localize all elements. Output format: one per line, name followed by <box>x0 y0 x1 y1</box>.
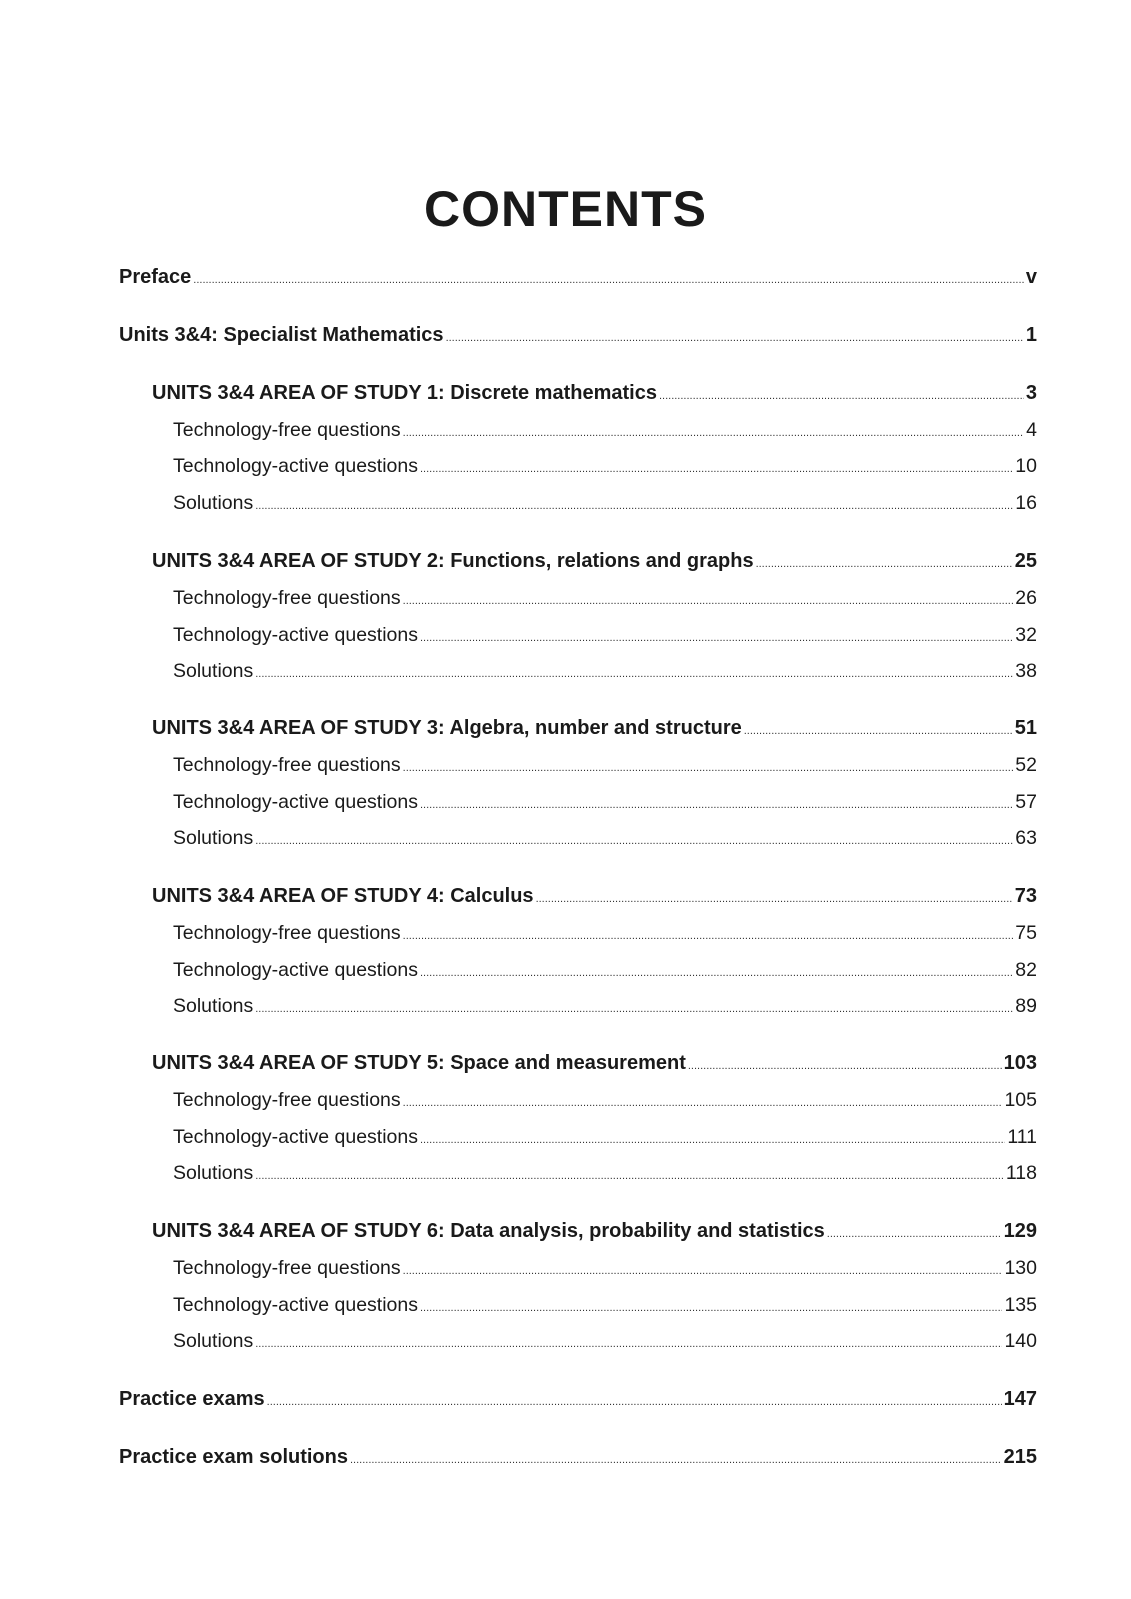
toc-entry-page: 26 <box>1015 587 1037 609</box>
dot-leader <box>420 955 1013 988</box>
toc-entry-sub <box>173 955 1037 985</box>
toc-entry-practice-exams <box>119 1384 1037 1414</box>
toc-entry-label: UNITS 3&4 AREA OF STUDY 1: Discrete mathematics <box>152 382 657 404</box>
toc-entry-page: 215 <box>1003 1446 1037 1468</box>
dot-leader <box>403 415 1025 448</box>
toc-entry-page: 32 <box>1015 624 1037 646</box>
dot-leader <box>193 262 1024 295</box>
toc-entry-sub <box>173 1326 1037 1356</box>
toc-entry-label: Practice exam solutions <box>119 1446 348 1468</box>
toc-entry-page: 16 <box>1015 492 1037 514</box>
dot-leader <box>827 1216 1002 1249</box>
dot-leader <box>255 1326 1002 1359</box>
toc-entry-label: UNITS 3&4 AREA OF STUDY 4: Calculus <box>152 885 534 907</box>
toc-entry-label: Technology-free questions <box>173 1257 401 1279</box>
dot-leader <box>420 787 1013 820</box>
toc-entry-sub <box>173 1290 1037 1320</box>
dot-leader <box>420 1290 1002 1323</box>
toc-entry-page: 4 <box>1026 419 1037 441</box>
dot-leader <box>403 1085 1003 1118</box>
toc-entry-label: UNITS 3&4 AREA OF STUDY 6: Data analysis, probability and statistics <box>152 1220 825 1242</box>
toc-entry-label: Technology-active questions <box>173 791 418 813</box>
toc-entry-label: Units 3&4: Specialist Mathematics <box>119 324 444 346</box>
dot-leader <box>536 881 1013 914</box>
toc-entry-practice-exam-solutions <box>119 1442 1037 1472</box>
toc-entry-sub <box>173 656 1037 686</box>
toc-entry-label: Preface <box>119 266 192 288</box>
toc-entry-label: Solutions <box>173 492 254 514</box>
toc-entry-label: Practice exams <box>119 1388 265 1410</box>
toc-entry-sub <box>173 787 1037 817</box>
toc-entry-sub <box>173 415 1037 445</box>
dot-leader <box>756 546 1013 579</box>
dot-leader <box>403 1253 1003 1286</box>
toc-entry-sub <box>173 1158 1037 1188</box>
toc-entry-page: v <box>1025 266 1037 288</box>
toc-entry-page: 118 <box>1005 1162 1037 1184</box>
toc-entry-aos3 <box>152 713 1037 743</box>
toc-entry-label: Solutions <box>173 995 254 1017</box>
dot-leader <box>420 1122 1005 1155</box>
toc-entry-page: 52 <box>1015 754 1037 776</box>
dot-leader <box>255 656 1013 689</box>
toc-entry-sub <box>173 488 1037 518</box>
page-title: CONTENTS <box>424 181 707 237</box>
toc-entry-label: Solutions <box>173 827 254 849</box>
toc-entry-sub <box>173 1122 1037 1152</box>
toc-entry-page: 130 <box>1004 1257 1037 1279</box>
toc-entry-label: UNITS 3&4 AREA OF STUDY 2: Functions, relations and graphs <box>152 550 754 572</box>
toc-entry-label: Technology-free questions <box>173 419 401 441</box>
dot-leader <box>403 583 1014 616</box>
dot-leader <box>255 823 1013 856</box>
toc-entry-label: Technology-free questions <box>173 922 401 944</box>
toc-entry-label: Technology-active questions <box>173 959 418 981</box>
dot-leader <box>255 1158 1004 1191</box>
toc-entry-page: 63 <box>1015 827 1037 849</box>
toc-entry-page: 105 <box>1004 1089 1037 1111</box>
toc-entry-page: 73 <box>1014 885 1037 907</box>
toc-entry-page: 38 <box>1015 660 1037 682</box>
toc-entry-label: UNITS 3&4 AREA OF STUDY 5: Space and measurement <box>152 1052 686 1074</box>
toc-entry-sub <box>173 991 1037 1021</box>
toc-entry-label: Technology-free questions <box>173 1089 401 1111</box>
dot-leader <box>744 713 1013 746</box>
dot-leader <box>403 918 1014 951</box>
dot-leader <box>350 1442 1002 1475</box>
toc-entry-page: 82 <box>1015 959 1037 981</box>
toc-entry-page: 51 <box>1014 717 1037 739</box>
toc-entry-page: 129 <box>1003 1220 1037 1242</box>
toc-entry-page: 1 <box>1025 324 1037 346</box>
toc-entry-aos2 <box>152 546 1037 576</box>
toc-entry-page: 89 <box>1015 995 1037 1017</box>
toc-entry-sub <box>173 1085 1037 1115</box>
dot-leader <box>688 1048 1002 1081</box>
toc-entry-page: 147 <box>1003 1388 1037 1410</box>
toc-entry-page: 111 <box>1007 1126 1037 1148</box>
toc-entry-label: Technology-active questions <box>173 1126 418 1148</box>
toc-entry-page: 103 <box>1003 1052 1037 1074</box>
toc-entry-label: Technology-active questions <box>173 624 418 646</box>
toc-entry-aos1 <box>152 378 1037 408</box>
toc-entry-aos4 <box>152 881 1037 911</box>
toc-entry-sub <box>173 451 1037 481</box>
dot-leader <box>659 378 1024 411</box>
dot-leader <box>255 488 1013 521</box>
toc-entry-label: UNITS 3&4 AREA OF STUDY 3: Algebra, number and structure <box>152 717 742 739</box>
toc-entry-label: Technology-active questions <box>173 455 418 477</box>
toc-entry-preface <box>119 262 1037 292</box>
toc-entry-label: Solutions <box>173 1330 254 1352</box>
dot-leader <box>420 620 1013 653</box>
toc-entry-aos5 <box>152 1048 1037 1078</box>
toc-entry-aos6 <box>152 1216 1037 1246</box>
toc-entry-label: Technology-free questions <box>173 587 401 609</box>
toc-entry-sub <box>173 918 1037 948</box>
toc-entry-label: Solutions <box>173 660 254 682</box>
dot-leader <box>267 1384 1002 1417</box>
toc-entry-label: Technology-active questions <box>173 1294 418 1316</box>
toc-entry-page: 25 <box>1014 550 1037 572</box>
toc-entry-page: 75 <box>1015 922 1037 944</box>
toc-entry-page: 3 <box>1025 382 1037 404</box>
toc-entry-sub <box>173 1253 1037 1283</box>
toc-entry-sub <box>173 750 1037 780</box>
dot-leader <box>255 991 1013 1024</box>
dot-leader <box>403 750 1014 783</box>
toc-entry-label: Solutions <box>173 1162 254 1184</box>
toc-entry-page: 135 <box>1004 1294 1037 1316</box>
toc-entry-page: 10 <box>1015 455 1037 477</box>
toc-entry-sub <box>173 620 1037 650</box>
dot-leader <box>420 451 1013 484</box>
toc-entry-label: Technology-free questions <box>173 754 401 776</box>
toc-entry-units <box>119 320 1037 350</box>
toc-entry-page: 57 <box>1015 791 1037 813</box>
toc-entry-sub <box>173 823 1037 853</box>
dot-leader <box>446 320 1024 353</box>
toc-entry-page: 140 <box>1004 1330 1037 1352</box>
toc-entry-sub <box>173 583 1037 613</box>
